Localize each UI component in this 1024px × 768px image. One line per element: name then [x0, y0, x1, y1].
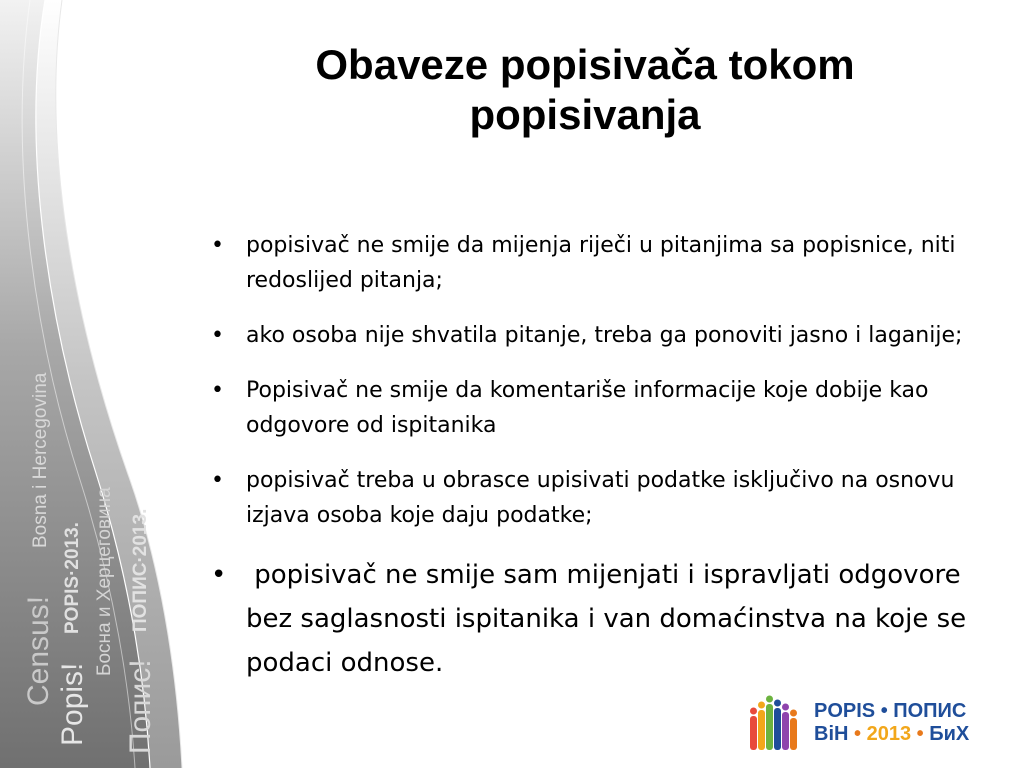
bullet-text: popisivač treba u obrasce upisivati podatke isključivo na osnovu izjava osoba koje daju podatke;	[246, 468, 955, 528]
bullet-marker: •	[211, 378, 224, 403]
side-text-popis-latin: Popis!	[56, 662, 89, 746]
side-text-bih-cyrillic: Босна и Херцеговина	[94, 487, 115, 676]
logo-separator: •	[916, 723, 924, 745]
logo-bih-latin: BiH	[814, 723, 849, 745]
slide-title: Obaveze popisivača tokom popisivanja	[315, 41, 855, 138]
bullet-marker: •	[211, 323, 224, 348]
side-text-popis-2013-latin: POPIS·2013.	[62, 522, 83, 634]
bullet-marker: •	[211, 468, 224, 493]
side-text-census: Census!	[22, 595, 55, 706]
bullet-marker: •	[211, 233, 224, 258]
list-item	[205, 373, 975, 443]
side-text-popis-2013-cyrillic: ПОПИС·2013.	[130, 508, 151, 632]
logo-text-line1: POPIS • ПОПИС	[814, 700, 967, 722]
side-decoration	[0, 0, 200, 768]
list-item	[205, 318, 975, 353]
bullet-marker: •	[211, 560, 227, 590]
list-item	[205, 463, 975, 533]
logo-year: 2013	[866, 723, 912, 745]
logo-text-line2	[814, 723, 969, 746]
census-logo	[748, 690, 978, 760]
list-item	[205, 553, 975, 685]
logo-bih-cyrillic: БиХ	[929, 723, 970, 745]
bullet-list	[205, 228, 975, 705]
bullet-text: popisivač ne smije da mijenja riječi u pitanjima sa popisnice, niti redoslijed pitanja;	[246, 233, 956, 293]
bullet-text: Popisivač ne smije da komentariše informacije koje dobije kao odgovore od ispitanika	[246, 378, 929, 438]
side-text-popis-cyrillic: Попис!	[124, 659, 157, 754]
logo-separator: •	[854, 723, 862, 745]
people-icon	[748, 692, 810, 756]
bullet-text: popisivač ne smije sam mijenjati i ispravljati odgovore bez saglasnosti ispitanika i van domaćinstva na koje se podaci odnose.	[246, 560, 975, 678]
list-item	[205, 228, 975, 298]
side-text-bih-latin: Bosna i Hercegovina	[30, 372, 51, 548]
bullet-text: ako osoba nije shvatila pitanje, treba ga ponoviti jasno i laganije;	[246, 323, 963, 348]
